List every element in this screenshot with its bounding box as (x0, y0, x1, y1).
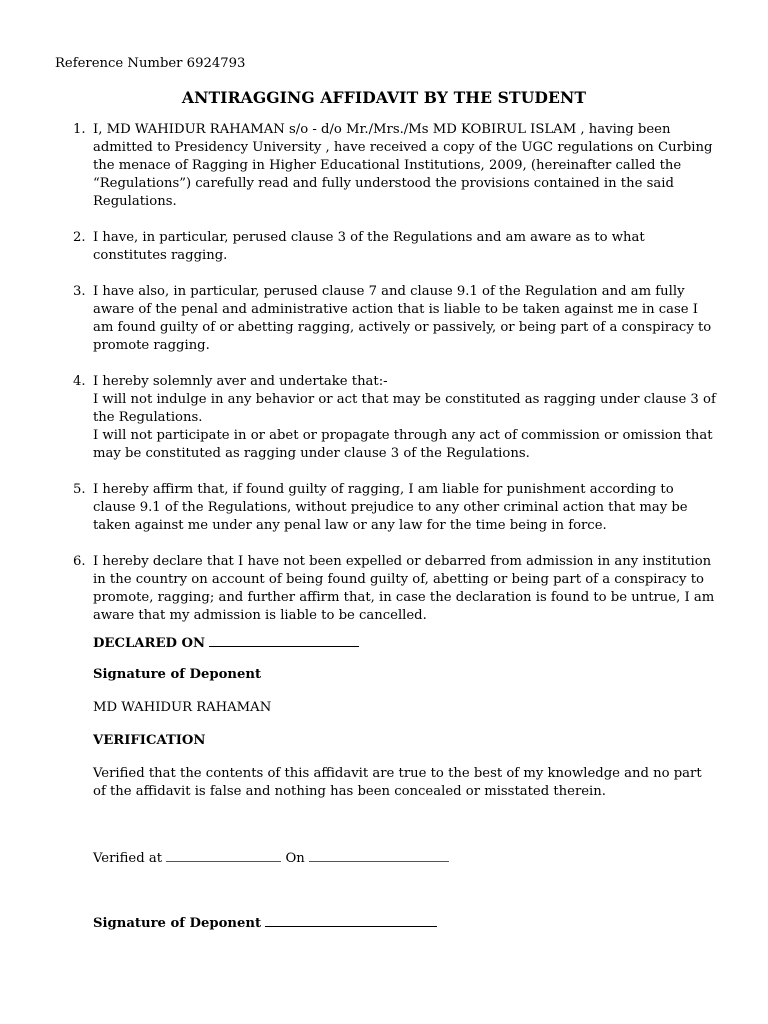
final-signature-label: Signature of Deponent (93, 916, 262, 931)
clause-text: I will not participate in or abet or propagate through any act of commission or omission that may be constituted as ragging under clause 3 of the Regulations. (93, 428, 713, 461)
clause-number: 6. (73, 554, 86, 569)
verification-heading: VERIFICATION (93, 733, 206, 748)
clause-text: I, MD WAHIDUR RAHAMAN s/o - d/o Mr./Mrs./Ms MD KOBIRUL ISLAM , having been admitted to Presidency University , have received a copy of the UGC regulations on Curbing the menace of Ragging in Higher Educational Institutions, 2009, (hereinafter called the “Regulations”) carefully read and fully understood the provisions contained in the said Regulations. (93, 122, 713, 209)
clause-item (73, 481, 718, 535)
clause-number: 5. (73, 482, 86, 497)
on-label: On (285, 851, 305, 866)
clause-item (73, 553, 718, 625)
declared-on-line (93, 633, 718, 653)
clause-item (73, 121, 718, 211)
document-title: ANTIRAGGING AFFIDAVIT BY THE STUDENT (181, 88, 587, 107)
verified-at-label: Verified at (93, 851, 163, 866)
clause-item (73, 373, 718, 463)
declared-on-label: DECLARED ON (93, 636, 206, 651)
clause-item (73, 283, 718, 355)
signature-label: Signature of Deponent (93, 667, 262, 682)
clause-text: I hereby affirm that, if found guilty of ragging, I am liable for punishment according to clause 9.1 of the Regulations, without prejudice to any other criminal action that may be taken against me under any penal law or any law for the time being in force. (93, 482, 688, 533)
verified-at-line (93, 848, 718, 868)
clause-number: 2. (73, 230, 86, 245)
final-signature-blank[interactable] (265, 913, 437, 927)
clause-number: 1. (73, 122, 86, 137)
clause-text: I hereby declare that I have not been expelled or debarred from admission in any institution in the country on account of being found guilty of, abetting or being part of a conspiracy to promote, ragging; and further affirm that, in case the declaration is found to be untrue, I am aware that my admission is liable to be cancelled. (93, 554, 715, 623)
declared-on-blank[interactable] (209, 633, 359, 647)
verified-on-blank[interactable] (309, 848, 449, 862)
reference-number: Reference Number 6924793 (55, 56, 246, 71)
verification-text: Verified that the contents of this affidavit are true to the best of my knowledge and no part of the affidavit is false and nothing has been concealed or misstated therein. (93, 766, 702, 799)
clause-text: I will not indulge in any behavior or act that may be constituted as ragging under clause 3 of the Regulations. (93, 392, 716, 425)
clause-text: I hereby solemnly aver and undertake that:- (93, 374, 388, 389)
verified-at-blank[interactable] (166, 848, 281, 862)
affidavit-clauses (73, 121, 718, 643)
clause-text: I have, in particular, perused clause 3 of the Regulations and am aware as to what constitutes ragging. (93, 230, 645, 263)
clause-text: I have also, in particular, perused clause 7 and clause 9.1 of the Regulation and am fully aware of the penal and administrative action that is liable to be taken against me in case I am found guilty of or abetting ragging, actively or passively, or being part of a conspiracy to promote ragging. (93, 284, 712, 353)
clause-item (73, 229, 718, 265)
clause-number: 3. (73, 284, 86, 299)
deponent-name: MD WAHIDUR RAHAMAN (93, 700, 272, 715)
final-signature-line (93, 913, 718, 933)
clause-number: 4. (73, 374, 86, 389)
